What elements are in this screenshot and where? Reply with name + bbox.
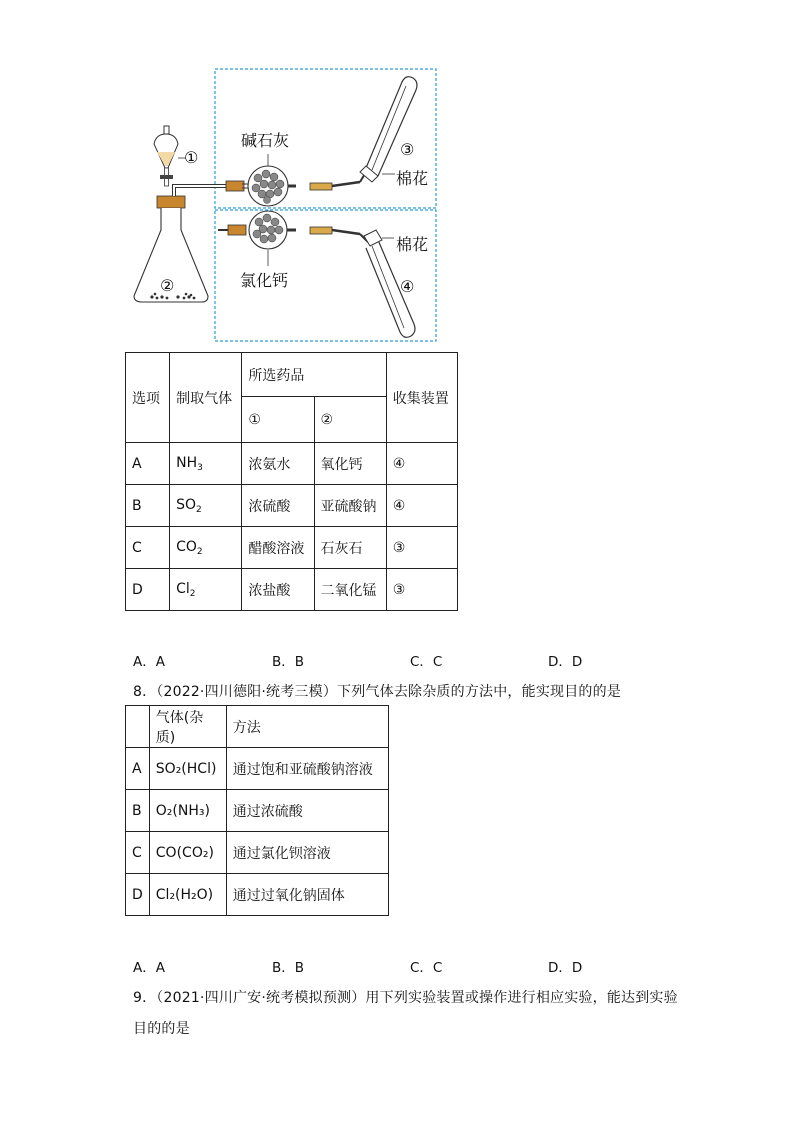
cell-gas: O₂(NH₃)	[149, 790, 226, 832]
header-collection: 收集装置	[386, 353, 457, 443]
answer-option-a[interactable]: A．A	[133, 960, 165, 976]
header-reagents: 所选药品	[242, 353, 386, 397]
outlet-tube	[174, 186, 228, 196]
reagent-table	[125, 352, 458, 611]
answer-option-a[interactable]: A．A	[133, 654, 165, 670]
cell-option: C	[126, 527, 170, 569]
cell-reagent1: 浓盐酸	[242, 569, 314, 611]
header-method: 方法	[226, 706, 388, 748]
answer-option-b[interactable]: B．B	[272, 654, 305, 670]
label-flask: ②	[160, 276, 175, 295]
table-row	[126, 569, 458, 611]
cell-method: 通过氯化钡溶液	[226, 832, 388, 874]
calcium-chloride-drying-tube	[218, 211, 360, 249]
question-9-line-1: 9．（2021·四川广安·统考模拟预测）用下列实验装置或操作进行相应实验，能达到实验	[133, 990, 678, 1006]
table-row	[126, 748, 389, 790]
cell-gas: Cl₂(H₂O)	[149, 874, 226, 916]
answer-option-c[interactable]: C．C	[410, 960, 443, 976]
cell-collection: ③	[386, 569, 457, 611]
cell-reagent2: 石灰石	[314, 527, 386, 569]
cell-gas: $CO_2$	[170, 527, 242, 569]
label-cotton-upper: 棉花	[396, 169, 429, 188]
cell-gas: $Cl_2$	[170, 569, 242, 611]
cell-option: D	[126, 569, 170, 611]
answer-option-d[interactable]: D．D	[548, 960, 583, 976]
cell-gas: $NH_3$	[170, 443, 242, 485]
cell-collection: ③	[386, 527, 457, 569]
table-row	[126, 485, 458, 527]
cell-collection: ④	[386, 485, 457, 527]
table-row	[126, 832, 389, 874]
label-tube-upper: ③	[400, 140, 415, 159]
cell-method: 通过浓硫酸	[226, 790, 388, 832]
label-cotton-lower: 棉花	[396, 235, 429, 254]
cell-reagent1: 醋酸溶液	[242, 527, 314, 569]
answer-option-b[interactable]: B．B	[272, 960, 305, 976]
cell-reagent1: 浓氨水	[242, 443, 314, 485]
header-reagent1: ①	[242, 397, 314, 443]
cell-gas: $SO_2$	[170, 485, 242, 527]
answer-option-d[interactable]: D．D	[548, 654, 583, 670]
cell-reagent1: 浓硫酸	[242, 485, 314, 527]
cell-option: C	[126, 832, 150, 874]
label-soda-lime: 碱石灰	[241, 131, 290, 150]
cell-reagent2: 亚硫酸钠	[314, 485, 386, 527]
label-calcium-chloride: 氯化钙	[240, 271, 289, 290]
cell-option: B	[126, 790, 150, 832]
cell-option: A	[126, 443, 170, 485]
label-tube-lower: ④	[400, 277, 415, 296]
header-gas-impurity: 气体(杂质)	[149, 706, 226, 748]
cell-option: A	[126, 748, 150, 790]
cell-option: B	[126, 485, 170, 527]
cell-reagent2: 氧化钙	[314, 443, 386, 485]
answer-option-c[interactable]: C．C	[410, 654, 443, 670]
table-row	[126, 527, 458, 569]
cell-collection: ④	[386, 443, 457, 485]
soda-lime-drying-tube	[226, 166, 360, 206]
header-reagent2: ②	[314, 397, 386, 443]
question-9-line-2: 目的的是	[133, 1021, 190, 1037]
cell-gas: CO(CO₂)	[149, 832, 226, 874]
cell-method: 通过过氧化钠固体	[226, 874, 388, 916]
cell-gas: SO₂(HCl)	[149, 748, 226, 790]
table-row	[126, 443, 458, 485]
cell-method: 通过饱和亚硫酸钠溶液	[226, 748, 388, 790]
table-row	[126, 790, 389, 832]
header-blank	[126, 706, 150, 748]
apparatus-figure	[120, 60, 460, 350]
question-8-text: 8．（2022·四川德阳·统考三模）下列气体去除杂质的方法中，能实现目的的是	[133, 684, 622, 700]
label-funnel: ①	[184, 148, 199, 167]
cell-reagent2: 二氧化锰	[314, 569, 386, 611]
separatory-funnel	[154, 126, 178, 186]
header-gas: 制取气体	[170, 353, 242, 443]
header-option: 选项	[126, 353, 170, 443]
table-row	[126, 874, 389, 916]
impurity-table	[125, 705, 389, 916]
cell-option: D	[126, 874, 150, 916]
